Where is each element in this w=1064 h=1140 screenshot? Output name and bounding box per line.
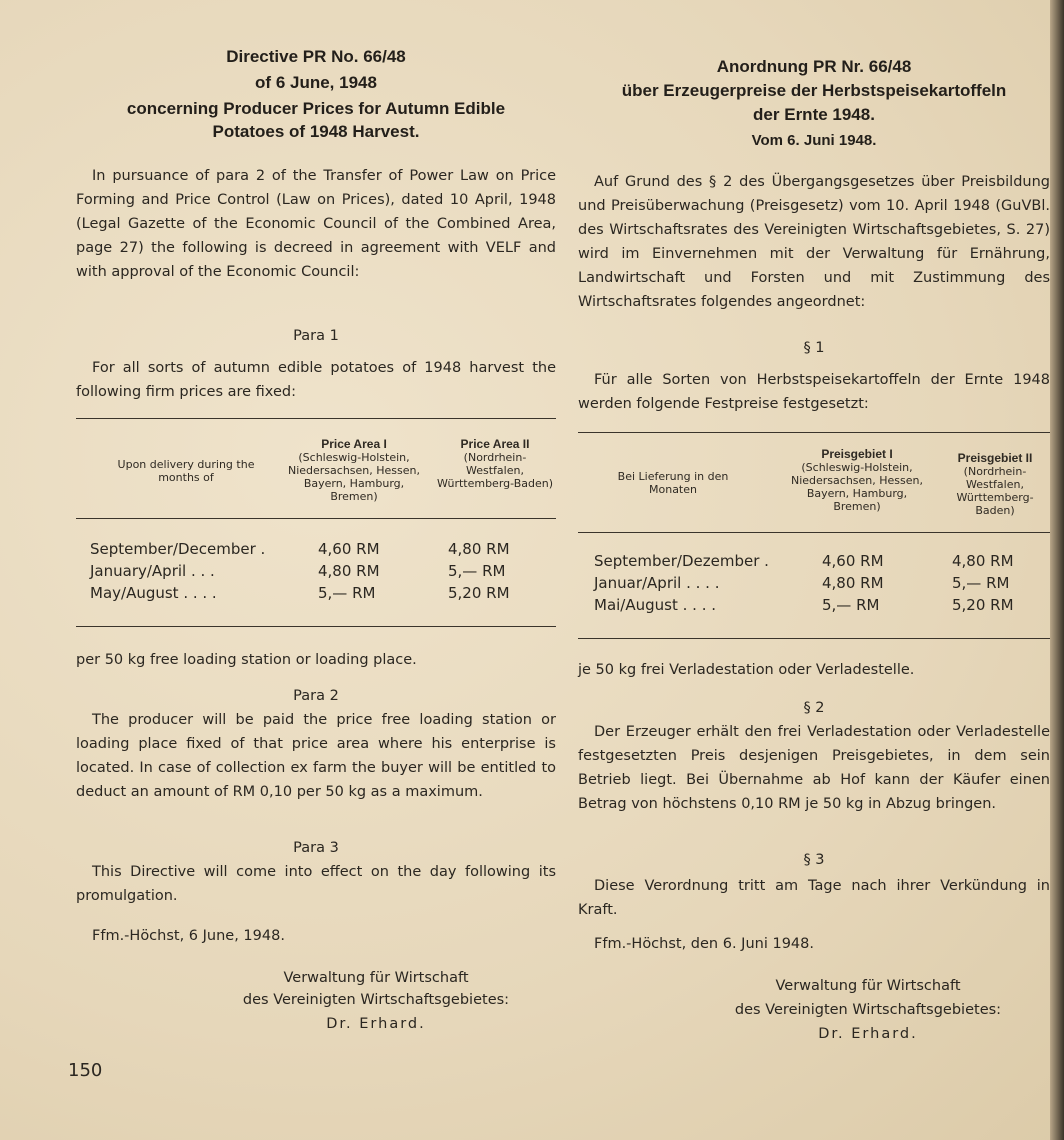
english-para3-text: This Directive will come into effect on the day following its promulgation. bbox=[76, 864, 556, 904]
table-row: Januar/April . . . . 4,80 RM 5,— RM bbox=[594, 574, 1010, 592]
german-para2-heading: § 2 bbox=[803, 700, 825, 716]
german-after-table: je 50 kg frei Verladestation oder Verladestelle. bbox=[578, 662, 915, 678]
table-header-area1: Preisgebiet I (Schleswig-Holstein, Niedersachsen, Hessen, Bayern, Hamburg, Bremen) bbox=[790, 447, 924, 513]
english-title-line: Potatoes of 1948 Harvest. bbox=[212, 122, 420, 141]
german-para3-heading: § 3 bbox=[803, 852, 825, 868]
english-after-table: per 50 kg free loading station or loading place. bbox=[76, 652, 417, 668]
table-header-months: Bei Lieferung in den Monaten bbox=[617, 470, 729, 496]
german-signature-line: des Vereinigten Wirtschaftsgebietes: bbox=[734, 1002, 1002, 1018]
table-bottom-rule bbox=[76, 626, 556, 627]
table-header-months: Upon delivery during the months of bbox=[117, 458, 255, 484]
page-number: 150 bbox=[68, 1060, 103, 1081]
table-header-rule bbox=[578, 532, 1050, 533]
english-signature-line: Verwaltung für Wirtschaft bbox=[283, 970, 469, 986]
table-row: Mai/August . . . . 5,— RM 5,20 RM bbox=[594, 596, 1014, 614]
english-para3-heading: Para 3 bbox=[293, 840, 339, 856]
german-title-line: Vom 6. Juni 1948. bbox=[751, 132, 877, 149]
german-intro: Auf Grund des § 2 des Übergangsgesetzes über Preisbildung und Preisüberwachung (Preisgesetz) vom 10. April 1948 (GuVBl. des Wirtschaftsrates des Vereinigten Wirtschaftsgebietes, S. 27) wird im Einvernehmen mit der Verwaltung für Ernährung, Landwirtschaft und Forsten und mit Zustimmung des Wirtschaftsrates folgendes angeordnet: bbox=[578, 174, 1050, 310]
german-signature-line: Dr. Erhard. bbox=[818, 1026, 918, 1042]
english-place-date: Ffm.-Höchst, 6 June, 1948. bbox=[92, 928, 285, 944]
german-para2-text: Der Erzeuger erhält den frei Verladestation oder Verladestelle festgesetzten Preis desjenigen Preisgebietes, in dem sein Betrieb liegt. Bei Übernahme ab Hof kann der Käufer einen Betrag von höchstens 0,10 RM je 50 kg in Abzug bringen. bbox=[578, 724, 1050, 812]
english-title-line: Directive PR No. 66/48 bbox=[226, 47, 406, 66]
english-signature-line: des Vereinigten Wirtschaftsgebietes: bbox=[242, 992, 510, 1008]
english-title-line: of 6 June, 1948 bbox=[255, 73, 377, 92]
german-place-date: Ffm.-Höchst, den 6. Juni 1948. bbox=[594, 936, 814, 952]
german-para3-text: Diese Verordnung tritt am Tage nach ihrer Verkündung in Kraft. bbox=[578, 878, 1050, 918]
english-intro: In pursuance of para 2 of the Transfer of Power Law on Price Forming and Price Control (Law on Prices), dated 10 April, 1948 (Legal Gazette of the Economic Council of the Combined Area, page 27) the following is decreed in agreement with VELF and with approval of the Economic Council: bbox=[76, 168, 556, 280]
english-para2-text: The producer will be paid the price free loading station or loading place fixed of that price area where his enterprise is located. In case of collection ex farm the buyer will be entitled to deduct an amount of RM 0,10 per 50 kg as a maximum. bbox=[76, 712, 556, 800]
page-edge-shadow bbox=[1050, 0, 1064, 1140]
table-top-rule bbox=[76, 418, 556, 419]
german-para1-heading: § 1 bbox=[803, 340, 825, 356]
german-title-line: über Erzeugerpreise der Herbstspeisekartoffeln bbox=[621, 81, 1007, 100]
table-top-rule bbox=[578, 432, 1050, 433]
german-title-line: Anordnung PR Nr. 66/48 bbox=[716, 57, 912, 76]
english-signature-line: Dr. Erhard. bbox=[326, 1016, 426, 1032]
german-para1-text: Für alle Sorten von Herbstspeisekartoffeln der Ernte 1948 werden folgende Festpreise festgesetzt: bbox=[578, 372, 1050, 412]
english-para1-text: For all sorts of autumn edible potatoes of 1948 harvest the following firm prices are fixed: bbox=[76, 360, 556, 400]
english-para1-heading: Para 1 bbox=[293, 328, 339, 344]
german-title-line: der Ernte 1948. bbox=[753, 105, 875, 124]
english-para2-heading: Para 2 bbox=[293, 688, 339, 704]
table-row: September/December . 4,60 RM 4,80 RM bbox=[90, 540, 510, 558]
table-header-area2: Price Area II (Nordrhein-Westfalen, Württemberg-Baden) bbox=[436, 437, 554, 490]
table-header-rule bbox=[76, 518, 556, 519]
table-header-area2: Preisgebiet II (Nordrhein-Westfalen, Württemberg-Baden) bbox=[956, 451, 1034, 517]
table-row: September/Dezember . 4,60 RM 4,80 RM bbox=[594, 552, 1014, 570]
english-title-line: concerning Producer Prices for Autumn Edible bbox=[126, 99, 506, 118]
table-row: May/August . . . . 5,— RM 5,20 RM bbox=[90, 584, 510, 602]
table-bottom-rule bbox=[578, 638, 1050, 639]
table-row: January/April . . . 4,80 RM 5,— RM bbox=[90, 562, 506, 580]
german-signature-line: Verwaltung für Wirtschaft bbox=[775, 978, 961, 994]
table-header-area1: Price Area I (Schleswig-Holstein, Niedersachsen, Hessen, Bayern, Hamburg, Bremen) bbox=[287, 437, 421, 503]
